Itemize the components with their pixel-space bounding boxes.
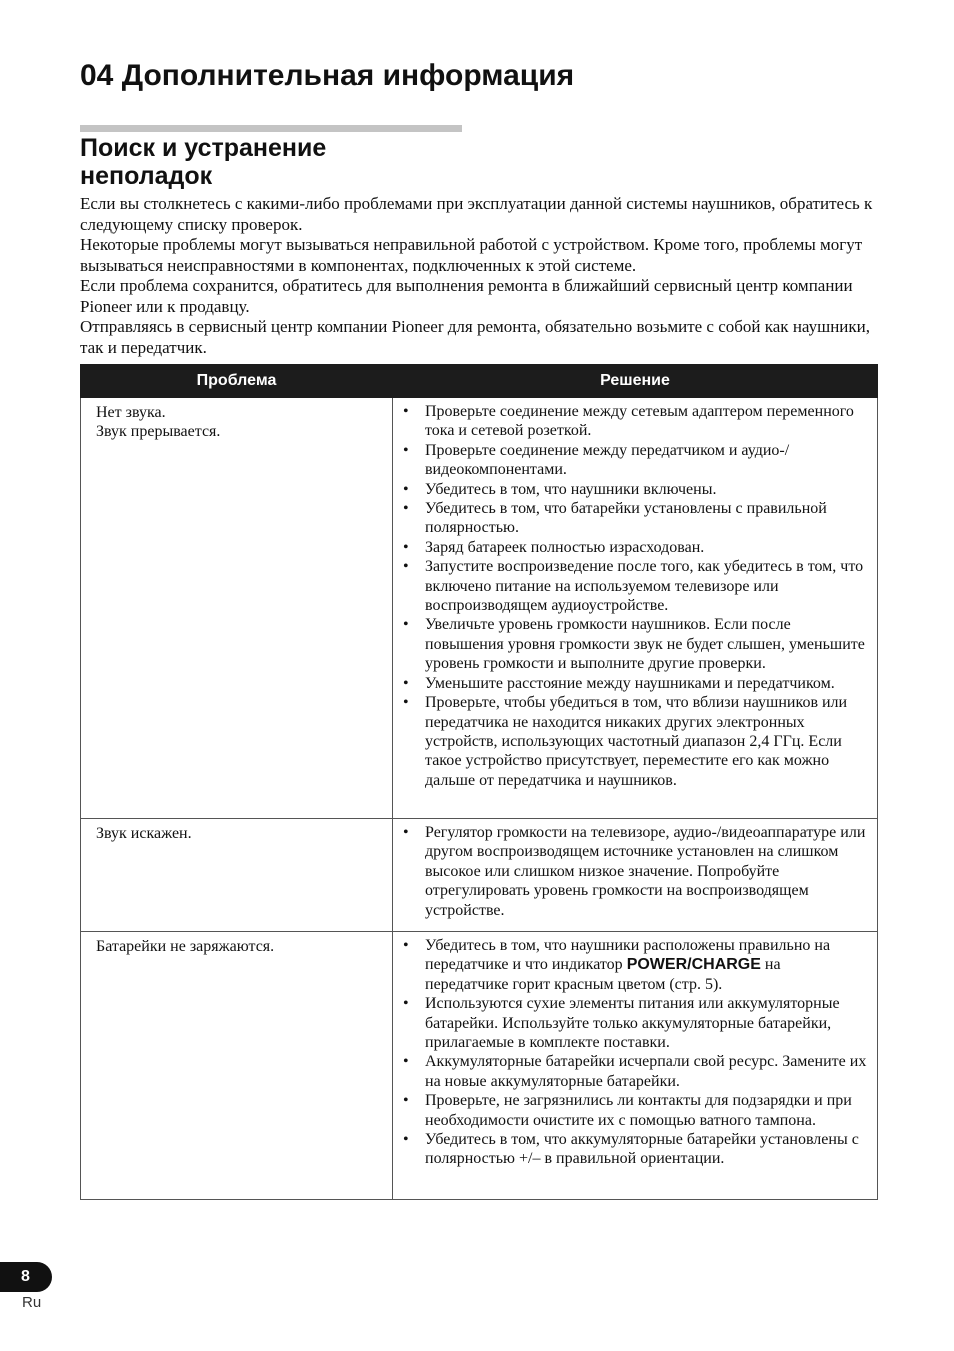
solution-cell [393, 398, 878, 819]
solution-text: на передатчике горит красным цветом (стр. 5). [425, 956, 781, 993]
intro-paragraph: Отправляясь в сервисный центр компании Pioneer для ремонта, обязательно возьмите с собой как наушники, так и передатчик. [80, 317, 870, 357]
solution-cell [393, 932, 878, 1200]
troubleshooting-table [80, 364, 878, 1200]
power-charge-indicator-label: POWER/CHARGE [626, 956, 761, 974]
solution-text: Убедитесь в том, что наушники расположены правильно на передатчике и что индикатор [425, 937, 831, 974]
intro-text [80, 194, 880, 358]
intro-paragraph: Некоторые проблемы могут вызываться неправильной работой с устройством. Кроме того, проблемы могут вызываться неисправностями в компонентах, подключенных к этой системе. [80, 235, 863, 275]
problem-cell [81, 398, 393, 819]
problem-cell [81, 819, 393, 932]
section-title-line-1: Поиск и устранение [80, 134, 327, 162]
language-code: Ru [22, 1294, 42, 1311]
problem-text: Звук искажен. [96, 825, 192, 842]
solution-item: • Проверьте, не загрязнились ли контакты для подзарядки и при необходимости очистите их с помощью ватного тампона. [401, 1091, 867, 1130]
solution-item: • Убедитесь в том, что наушники включены. [401, 480, 867, 499]
solution-item: • Заряд батареек полностью израсходован. [401, 538, 867, 557]
solution-item: • Проверьте соединение между сетевым адаптером переменного тока и сетевой розеткой. [401, 402, 867, 441]
solution-item: • Убедитесь в том, что аккумуляторные батарейки установлены с полярностью +/– в правильной ориентации. [401, 1130, 867, 1169]
solution-item: • Аккумуляторные батарейки исчерпали свой ресурс. Замените их на новые аккумуляторные батарейки. [401, 1052, 867, 1091]
table-row [81, 398, 878, 819]
section-title-line-2: неполадок [80, 162, 213, 190]
solution-list [401, 936, 867, 1169]
solution-list [401, 402, 867, 790]
table-header-row [81, 365, 878, 398]
solution-item: • Уменьшите расстояние между наушниками и передатчиком. [401, 674, 867, 693]
problem-cell [81, 932, 393, 1200]
table-row [81, 932, 878, 1200]
solution-item: • Увеличьте уровень громкости наушников. Если после повышения уровня громкости звук не будет слышен, уменьшите уровень громкости и выполните другие проверки. [401, 615, 867, 673]
solution-item: • Убедитесь в том, что батарейки установлены с правильной полярностью. [401, 499, 867, 538]
intro-paragraph: Если вы столкнетесь с какими-либо проблемами при эксплуатации данной системы наушников, обратитесь к следующему списку проверок. [80, 194, 873, 234]
chapter-title: 04 Дополнительная информация [80, 59, 575, 92]
intro-paragraph: Если проблема сохранится, обратитесь для выполнения ремонта в ближайший сервисный центр компании Pioneer или к продавцу. [80, 276, 853, 316]
solution-list [401, 823, 867, 920]
section-title [80, 134, 326, 190]
column-header-problem: Проблема [81, 365, 393, 398]
solution-item: • Проверьте, чтобы убедиться в том, что вблизи наушников или передатчика не находится никаких других электронных устройств, использующих частотный диапазон 2,4 ГГц. Если такое устройство присутствует, переместите его как можно дальше от передатчика и наушников. [401, 693, 867, 790]
column-header-solution: Решение [393, 365, 878, 398]
solution-item: • Регулятор громкости на телевизоре, аудио-/видеоаппаратуре или другом воспроизводящем источнике установлен на слишком высокое или слишком низкое значение. Попробуйте отрегулировать уровень громкости на воспроизводящем устройстве. [401, 823, 867, 920]
solution-cell [393, 819, 878, 932]
problem-text: Нет звука. Звук прерывается. [96, 404, 221, 441]
solution-item: • Проверьте соединение между передатчиком и аудио-/видеокомпонентами. [401, 441, 867, 480]
problem-text: Батарейки не заряжаются. [96, 938, 275, 955]
solution-item: • Запустите воспроизведение после того, как убедитесь в том, что включено питание на используемом телевизоре или воспроизводящем аудиоустройстве. [401, 557, 867, 615]
page-number-badge [0, 1262, 52, 1292]
solution-item: • Используются сухие элементы питания или аккумуляторные батарейки. Используйте только аккумуляторные батарейки, прилагаемые в комплекте поставки. [401, 994, 867, 1052]
table-row [81, 819, 878, 932]
solution-item [401, 936, 867, 994]
section-divider [80, 125, 462, 132]
page-number: 8 [21, 1268, 30, 1285]
